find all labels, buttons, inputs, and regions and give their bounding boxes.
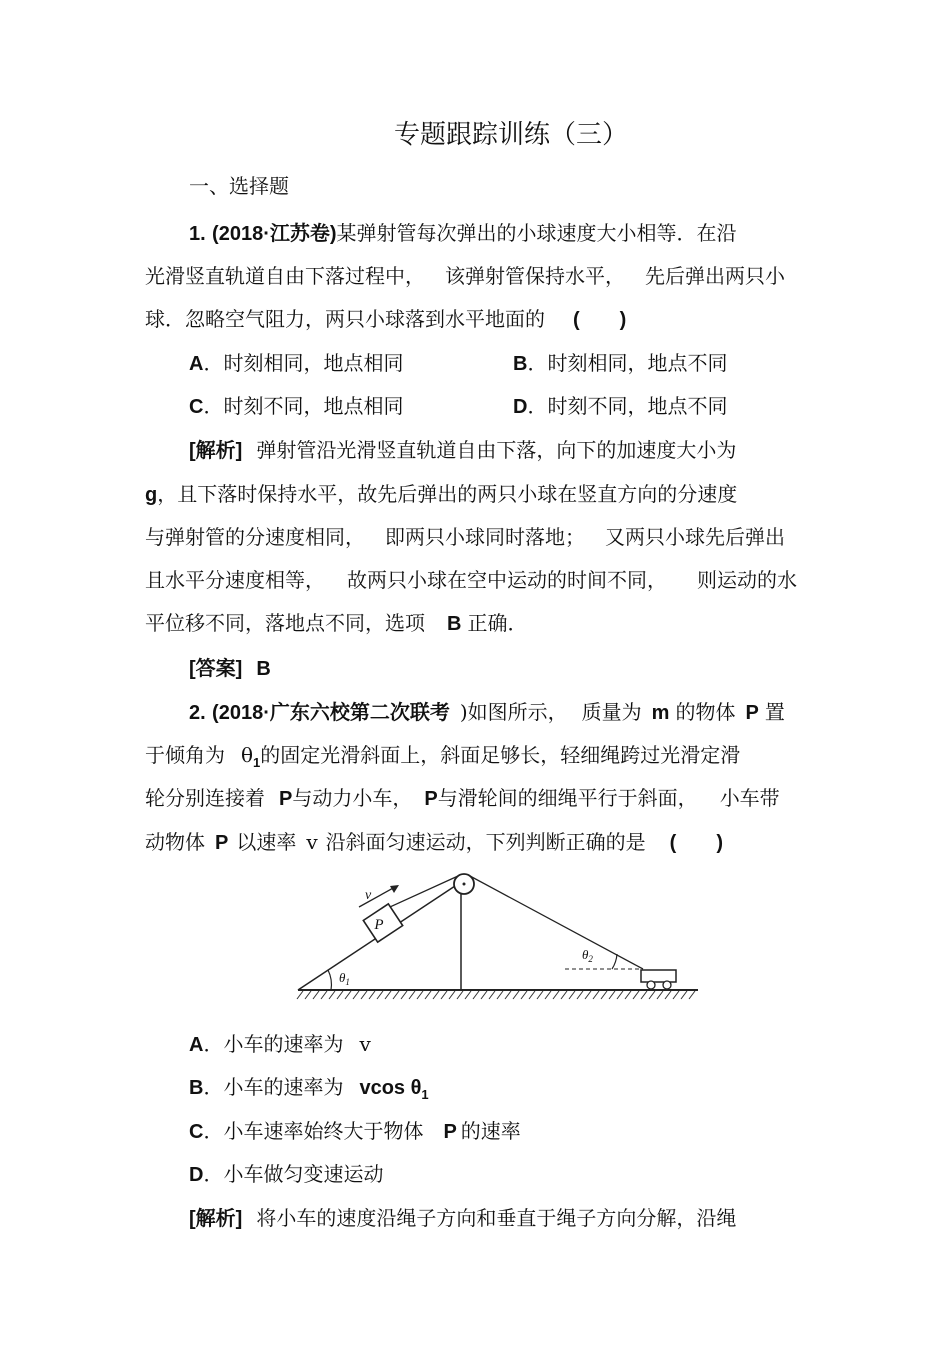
q1-stem-seg: 先后弹出两只小 [645, 264, 785, 288]
q1-number: 1. [189, 223, 206, 245]
q1-stem-line1 [189, 219, 737, 248]
option-text: 时刻相同，地点相同 [223, 351, 404, 375]
answer-tag: [答案] [189, 658, 243, 680]
q2-stem-seg: 的物体 [675, 700, 736, 724]
q1-analysis-line4 [145, 566, 797, 594]
theta2-sub: 2 [588, 954, 593, 964]
q1-stem-line3 [145, 305, 626, 334]
option-text: 小车的速率为 [223, 1075, 344, 1099]
q2-stem-seg: 与动力小车， [292, 786, 413, 810]
q1-analysis-line3 [145, 523, 785, 551]
velocity-label: v [365, 888, 372, 903]
q1-option-d[interactable]: D．时刻不同，地点不同 [513, 394, 728, 418]
ground-hatching [297, 991, 695, 999]
analysis-text: 与弹射管的分速度相同， [145, 525, 365, 549]
q1-stem-text: 某弹射管每次弹出的小球速度大小相等．在沿 [336, 221, 737, 245]
cart [641, 970, 676, 989]
option-text: 小车速率始终大于物体 [223, 1119, 424, 1143]
option-text: 小车的速率为 [223, 1032, 344, 1056]
option-label: C [189, 1121, 204, 1143]
q2-stem-seg: )如图所示， [459, 700, 568, 724]
incline-pulley-figure [295, 868, 700, 1008]
section-heading: 一、选择题 [189, 174, 289, 198]
q2-stem-seg: 与滑轮间的细绳平行于斜面， [437, 786, 698, 810]
q1-stem-seg: 球．忽略空气阻力，两只小球落到水平地面的 [145, 307, 545, 331]
option-label: D [513, 396, 528, 418]
analysis-text: ，且下落时保持水平，故先后弹出的两只小球在竖直方向的分速度 [157, 482, 738, 506]
ground [297, 990, 698, 999]
option-expr: v [359, 1032, 371, 1056]
analysis-text: 则运动的水 [697, 568, 797, 592]
q2-stem-var: P [215, 832, 229, 854]
q2-option-b[interactable]: B．小车的速率为 vcos $\theta_1$ [189, 1075, 429, 1102]
page-title: 专题跟踪训练（三） [394, 120, 629, 150]
q2-stem-var: P [745, 702, 759, 724]
option-label: D [189, 1164, 204, 1186]
theta2-arc [612, 954, 617, 969]
q2-option-a[interactable]: A．小车的速率为 v [189, 1032, 371, 1056]
analysis-text: 即两只小球同时落地； [385, 525, 585, 549]
q1-analysis-line5 [145, 609, 527, 638]
option-label: C [189, 396, 204, 418]
analysis-var: g [145, 484, 158, 506]
cart-wheel [647, 981, 655, 989]
analysis-text: 将小车的速度沿绳子方向和垂直于绳子方向分解，沿绳 [256, 1206, 737, 1230]
q2-stem-seg: 于倾角为 [145, 743, 225, 767]
q2-stem-line1 [189, 698, 785, 727]
analysis-tag: [解析] [189, 1208, 243, 1230]
q1-stem-seg: 该弹射管保持水平， [445, 264, 625, 288]
option-label: A [189, 1034, 204, 1056]
analysis-text: 故两只小球在空中运动的时间不同， [347, 568, 667, 592]
q1-answer-line [189, 654, 271, 683]
q2-stem-seg: 小车带 [719, 786, 780, 810]
q2-stem-seg: 置 [764, 700, 785, 724]
pulley-axle [463, 883, 466, 886]
q2-number: 2. [189, 702, 206, 724]
q2-option-d[interactable]: D．小车做匀变速运动 [189, 1162, 384, 1186]
q2-stem-seg: 轮分别连接着 [145, 786, 265, 810]
q2-stem-seg: 动物体 [145, 830, 205, 854]
theta2-symbol: θ [582, 947, 589, 962]
q2-option-c[interactable]: C．小车速率始终大于物体 P 的速率 [189, 1119, 521, 1143]
q1-source: (2018·江苏卷) [212, 223, 337, 245]
q1-answer-bracket: ( ) [573, 309, 627, 331]
theta1-sub: 1 [345, 977, 350, 987]
q1-option-c[interactable]: C．时刻不同，地点相同 [189, 394, 404, 418]
q2-answer-bracket: ( ) [669, 832, 723, 854]
theta1-symbol: θ [339, 970, 346, 985]
q1-stem-line2 [145, 262, 785, 290]
option-label: A [189, 353, 204, 375]
q2-stem-var: P [279, 788, 293, 810]
option-text: 小车做匀变速运动 [223, 1162, 384, 1186]
q2-stem-var: P [424, 788, 438, 810]
q1-stem-seg: 光滑竖直轨道自由下落过程中， [145, 264, 425, 288]
q1-option-b[interactable]: B．时刻相同，地点不同 [513, 351, 728, 375]
q2-stem-sub: 1 [253, 755, 261, 770]
q2-source: (2018·广东六校第二次联考 [212, 702, 450, 724]
q2-stem-seg: 的固定光滑斜面上，斜面足够长，轻细绳跨过光滑定滑 [260, 743, 741, 767]
option-label: B [189, 1077, 204, 1099]
q2-stem-seg: 沿斜面匀速运动，下列判断正确的是 [325, 830, 646, 854]
q2-stem-var: θ [241, 743, 254, 767]
q1-option-a[interactable]: A．时刻相同，地点相同 [189, 351, 404, 375]
option-label: B [513, 353, 528, 375]
answer-value: B [256, 658, 271, 680]
analysis-tag: [解析] [189, 440, 243, 462]
option-text: 时刻不同，地点不同 [547, 394, 728, 418]
q2-stem-line2 [145, 741, 740, 777]
option-expr: vcos θ [359, 1077, 422, 1099]
q2-stem-var: v [306, 830, 318, 854]
analysis-var: B [447, 613, 462, 635]
cart-wheel [663, 981, 671, 989]
analysis-text: 弹射管沿光滑竖直轨道自由下落，向下的加速度大小为 [256, 438, 737, 462]
q2-stem-seg: 质量为 [581, 700, 642, 724]
option-text: 时刻不同，地点相同 [223, 394, 404, 418]
theta2-label [582, 947, 593, 964]
analysis-text: 且水平分速度相等， [145, 568, 325, 592]
analysis-text: 平位移不同，落地点不同，选项 [145, 611, 425, 635]
q2-analysis-line1 [189, 1204, 736, 1233]
option-text: 时刻相同，地点不同 [547, 351, 728, 375]
q2-stem-var: m [651, 702, 670, 724]
analysis-text: 正确． [467, 611, 528, 635]
q2-stem-line3 [145, 784, 780, 813]
q2-stem-line4 [145, 828, 723, 857]
option-expr: P [443, 1121, 457, 1143]
theta1-arc [328, 970, 331, 990]
block-label: P [374, 917, 384, 933]
analysis-text: 又两只小球先后弹出 [605, 525, 785, 549]
q1-analysis-line2 [145, 480, 737, 509]
q1-analysis-line1 [189, 436, 736, 465]
option-text: 的速率 [460, 1119, 521, 1143]
theta1-label [339, 970, 350, 987]
option-expr-sub: 1 [421, 1087, 429, 1102]
q2-stem-seg: 以速率 [236, 830, 297, 854]
